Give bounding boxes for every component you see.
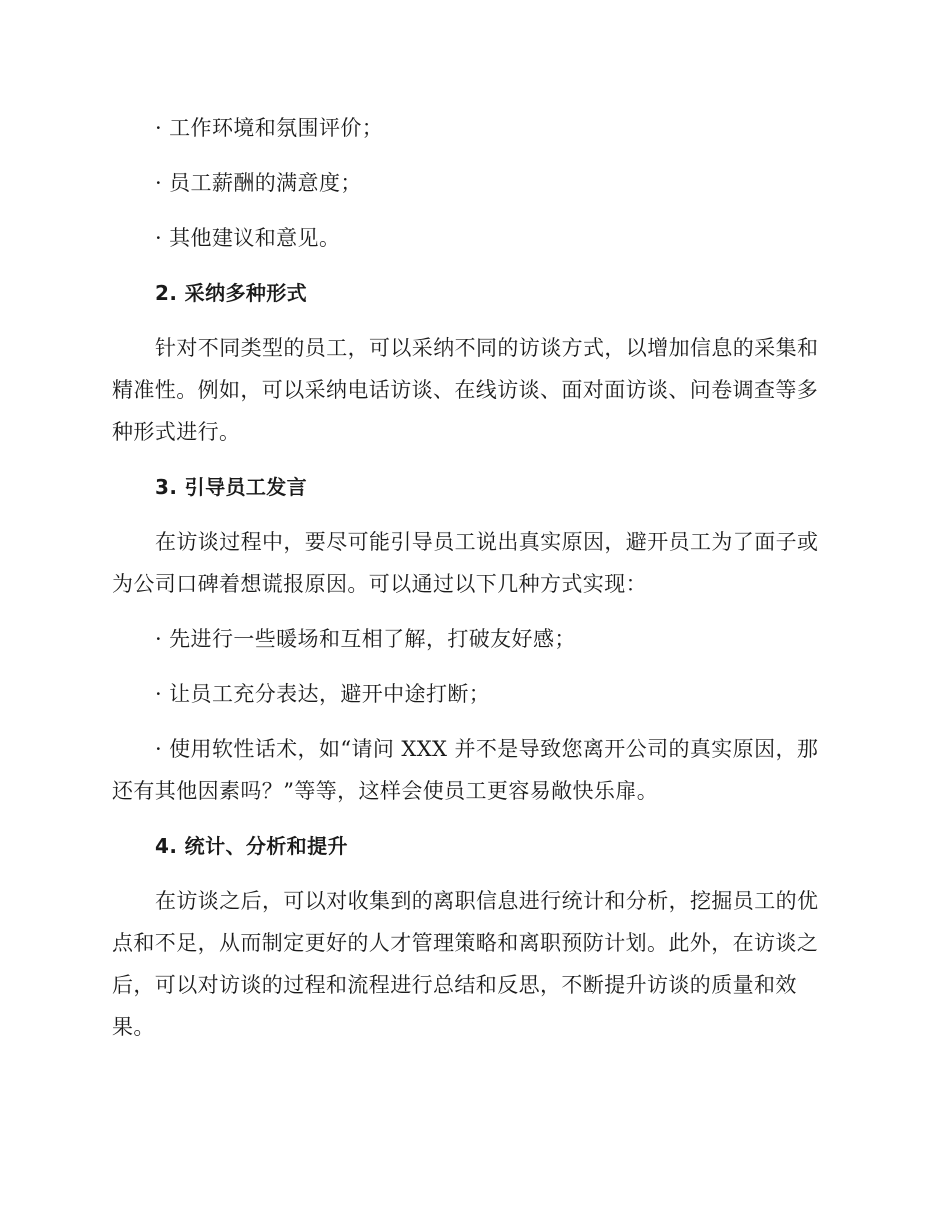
bullet-soft-phrasing-line-2: 还有其他因素吗？”等等，这样会使员工更容易敞快乐扉。 <box>112 779 659 803</box>
section4-paragraph-line-3: 后，可以对访谈的过程和流程进行总结和反思，不断提升访谈的质量和效 <box>112 973 797 997</box>
bullet-salary-satisfaction: · 员工薪酬的满意度； <box>155 171 362 195</box>
bullet-work-environment: · 工作环境和氛围评价； <box>155 116 384 140</box>
section-heading-4: 4. 统计、分析和提升 <box>155 834 348 858</box>
section2-paragraph-line-1: 针对不同类型的员工，可以采纳不同的访谈方式，以增加信息的采集和 <box>155 336 819 360</box>
section3-paragraph-line-2: 为公司口碑着想谎报原因。可以通过以下几种方式实现： <box>112 572 647 596</box>
section3-paragraph-line-1: 在访谈过程中，要尽可能引导员工说出真实原因，避开员工为了面子或 <box>155 530 819 554</box>
bullet-soft-phrasing-line-1: · 使用软性话术，如“请问 XXX 并不是导致您离开公司的真实原因，那 <box>155 737 819 761</box>
section4-paragraph-line-2: 点和不足，从而制定更好的人才管理策略和离职预防计划。此外，在访谈之 <box>112 931 819 955</box>
section2-paragraph-line-3: 种形式进行。 <box>112 420 241 444</box>
section-heading-2: 2. 采纳多种形式 <box>155 281 308 305</box>
section-heading-3: 3. 引导员工发言 <box>155 475 308 499</box>
bullet-other-suggestions: · 其他建议和意见。 <box>155 226 341 250</box>
section4-paragraph-line-4: 果。 <box>112 1015 155 1039</box>
bullet-let-employee-express: · 让员工充分表达，避开中途打断； <box>155 682 491 706</box>
bullet-warm-up: · 先进行一些暖场和互相了解，打破友好感； <box>155 627 576 651</box>
section2-paragraph-line-2: 精准性。例如，可以采纳电话访谈、在线访谈、面对面访谈、问卷调查等多 <box>112 378 819 402</box>
section4-paragraph-line-1: 在访谈之后，可以对收集到的离职信息进行统计和分析，挖掘员工的优 <box>155 889 819 913</box>
